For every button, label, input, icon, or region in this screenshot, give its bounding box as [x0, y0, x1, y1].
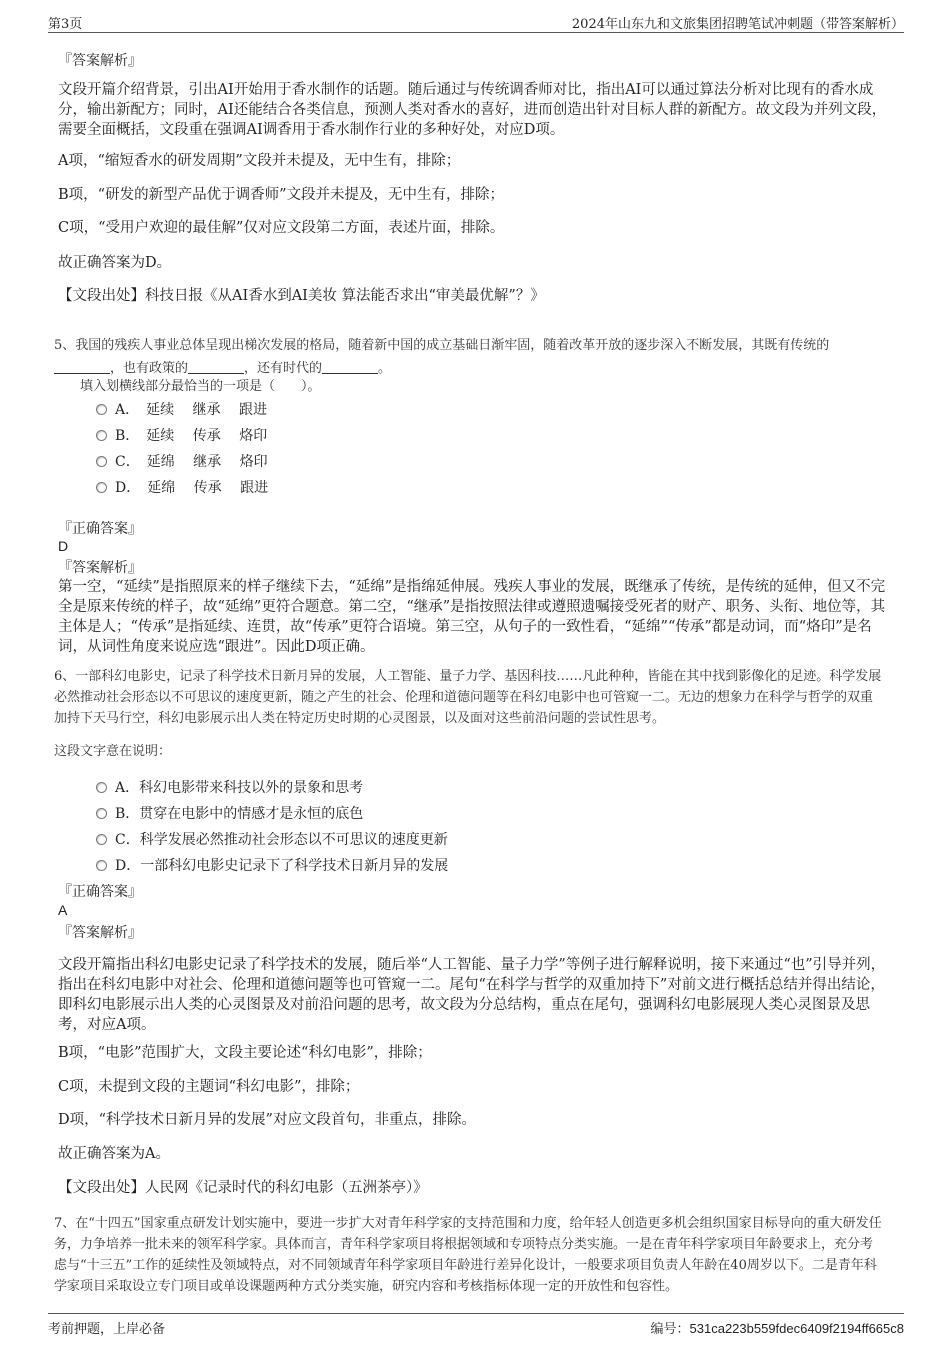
q5-option-a[interactable]: [96, 399, 267, 419]
q6-option-a[interactable]: [96, 777, 363, 797]
q5-blank-1: [54, 361, 110, 374]
option-label: D． 延绵 传承 跟进: [115, 480, 269, 496]
q4-item-c: C项，“受用户欢迎的最佳解”仅对应文段第二方面，表述片面，排除。: [58, 220, 505, 236]
q4-analysis-label: 『答案解析』: [58, 53, 142, 69]
q4-conclusion: 故正确答案为D。: [58, 255, 172, 271]
q5-blank-3: [322, 361, 378, 374]
q6-source: 【文段出处】人民网《记录时代的科幻电影（五洲茶亭）》: [58, 1180, 428, 1196]
page-header: [48, 10, 904, 33]
q5-blank-2: [188, 361, 244, 374]
option-label: B． 延续 传承 烙印: [115, 428, 268, 444]
option-label: A．科幻电影带来科技以外的景象和思考: [115, 780, 364, 796]
q5-option-d[interactable]: [96, 477, 268, 497]
radio-icon[interactable]: [96, 808, 107, 819]
option-label: B．贯穿在电影中的情感才是永恒的底色: [115, 806, 364, 822]
radio-icon[interactable]: [96, 404, 107, 415]
option-label: D．一部科幻电影史记录下了科学技术日新月异的发展: [115, 858, 449, 874]
q5-analysis-text: 第一空，“延续”是指照原来的样子继续下去，“延绵”是指绵延伸展。残疾人事业的发展，既继承了传统，是传统的延伸，但又不完全是原来传统的样子，故“延绵”更符合题意。第二空，“继承”是指按照法律或遵照遗嘱接受死者的财产、职务、头衔、地位等，其主体是人；“传承”是指延续、连贯，故“传承”更符合语境。第三空，从句子的一致性看，“延绵”“传承”都是动词，而“烙印”是名词，从词性角度来说应选“跟进”。因此D项正确。: [58, 579, 886, 655]
q6-analysis-label: 『答案解析』: [58, 925, 142, 941]
q4-item-a: A项，“缩短香水的研发周期”文段并未提及，无中生有，排除；: [58, 153, 461, 169]
q5-stem-part3: ，还有时代的: [244, 361, 323, 376]
q6-correct-answer: A: [58, 902, 68, 918]
page-footer: [48, 1313, 904, 1338]
q5-option-b[interactable]: [96, 425, 267, 445]
q6-option-d[interactable]: [96, 855, 448, 875]
q6-conclusion: 故正确答案为A。: [58, 1146, 170, 1162]
radio-icon[interactable]: [96, 430, 107, 441]
q4-item-b: B项，“研发的新型产品优于调香师”文段并未提及，无中生有，排除；: [58, 187, 504, 203]
radio-icon[interactable]: [96, 782, 107, 793]
q4-source: 【文段出处】科技日报《从AI香水到AI美妆 算法能否求出“审美最优解”？》: [58, 288, 545, 304]
q6-option-c[interactable]: [96, 829, 448, 849]
q6-item-d: D项，“科学技术日新月异的发展”对应文段首句，非重点，排除。: [58, 1112, 476, 1128]
footer-code-label: 编号：: [650, 1322, 690, 1337]
footer-code: [651, 1318, 904, 1337]
q6-analysis-text: 文段开篇指出科幻电影史记录了科学技术的发展，随后举“人工智能、量子力学”等例子进行解释说明，接下来通过“也”引导并列，指出在科幻电影中对社会、伦理和道德问题等也可管窥一二。尾句“在科学与哲学的双重加持下”对前文进行概括总结并得出结论，即科幻电影展示出人类的心灵图景及对前沿问题的思考，故文段为分总结构，重点在尾句，强调科幻电影展现人类心灵图景及思考，对应A项。: [58, 957, 886, 1033]
q5-prompt: 填入划横线部分最恰当的一项是（ ）。: [80, 379, 321, 394]
q5-stem: [54, 334, 884, 380]
footer-code-value: 531ca223b559fdec6409f2194ff665c8: [689, 1321, 904, 1336]
q6-stem: 6、一部科幻电影史，记录了科学技术日新月异的发展，人工智能、量子力学、基因科技……凡此种种，皆能在其中找到影像化的足迹。科学发展必然推动社会形态以不可思议的速度更新，随之产生的社会、伦理和道德问题等在科幻电影中也可管窥一二。无边的想象力在科学与哲学的双重加持下天马行空，科幻电影展示出人类在特定历史时期的心灵图景，以及面对这些前沿问题的尝试性思考。: [54, 669, 882, 726]
document-title: 2024年山东九和文旅集团招聘笔试冲刺题（带答案解析）: [571, 17, 904, 32]
page-number: 第3页: [48, 17, 83, 32]
option-label: A． 延续 继承 跟进: [115, 402, 268, 418]
q6-correct-label: 『正确答案』: [58, 884, 142, 900]
q5-correct-label: 『正确答案』: [58, 521, 142, 537]
q6-item-b: B项，“电影”范围扩大，文段主要论述“科幻电影”，排除；: [58, 1045, 432, 1061]
q5-stem-part2: ，也有政策的: [110, 361, 189, 376]
footer-slogan: 考前押题，上岸必备: [48, 1322, 166, 1337]
q6-option-b[interactable]: [96, 803, 363, 823]
q4-analysis-text: 文段开篇介绍背景，引出AI开始用于香水制作的话题。随后通过与传统调香师对比，指出AI可以通过算法分析对比现有的香水成分，输出新配方；同时，AI还能结合各类信息，预测人类对香水的喜好，进而创造出针对目标人群的新配方。故文段为并列文段，需要全面概括，文段重在强调AI调香用于香水制作行业的多种好处，对应D项。: [58, 82, 887, 138]
radio-icon[interactable]: [96, 482, 107, 493]
radio-icon[interactable]: [96, 456, 107, 467]
q5-correct-answer: D: [58, 538, 69, 554]
q5-option-c[interactable]: [96, 451, 268, 471]
q5-analysis-label: 『答案解析』: [58, 560, 142, 576]
q5-stem-part1: 5、我国的残疾人事业总体呈现出梯次发展的格局，随着新中国的成立基础日渐牢固，随着改革开放的逐步深入不断发展，其既有传统的: [54, 338, 830, 353]
q6-prompt: 这段文字意在说明：: [54, 744, 172, 759]
q6-item-c: C项，未提到文段的主题词“科幻电影”，排除；: [58, 1079, 360, 1095]
radio-icon[interactable]: [96, 834, 107, 845]
radio-icon[interactable]: [96, 860, 107, 871]
q7-stem: 7、在“十四五”国家重点研发计划实施中，要进一步扩大对青年科学家的支持范围和力度，给年轻人创造更多机会组织国家目标导向的重大研发任务，力争培养一批未来的领军科学家。具体而言，青年科学家项目将根据领域和专项特点分类实施。一是在青年科学家项目年龄要求上，充分考虑与“十三五”工作的延续性及领域特点，对不同领域青年科学家项目年龄进行差异化设计，一般要求项目负责人年龄在40周岁以下。二是青年科学家项目采取设立专门项目或单设课题两种方式分类实施，研究内容和考核指标体现一定的开放性和包容性。: [54, 1216, 882, 1294]
option-label: C． 延绵 继承 烙印: [115, 454, 268, 470]
option-label: C．科学发展必然推动社会形态以不可思议的速度更新: [115, 832, 448, 848]
q5-stem-part4: 。: [378, 361, 392, 376]
